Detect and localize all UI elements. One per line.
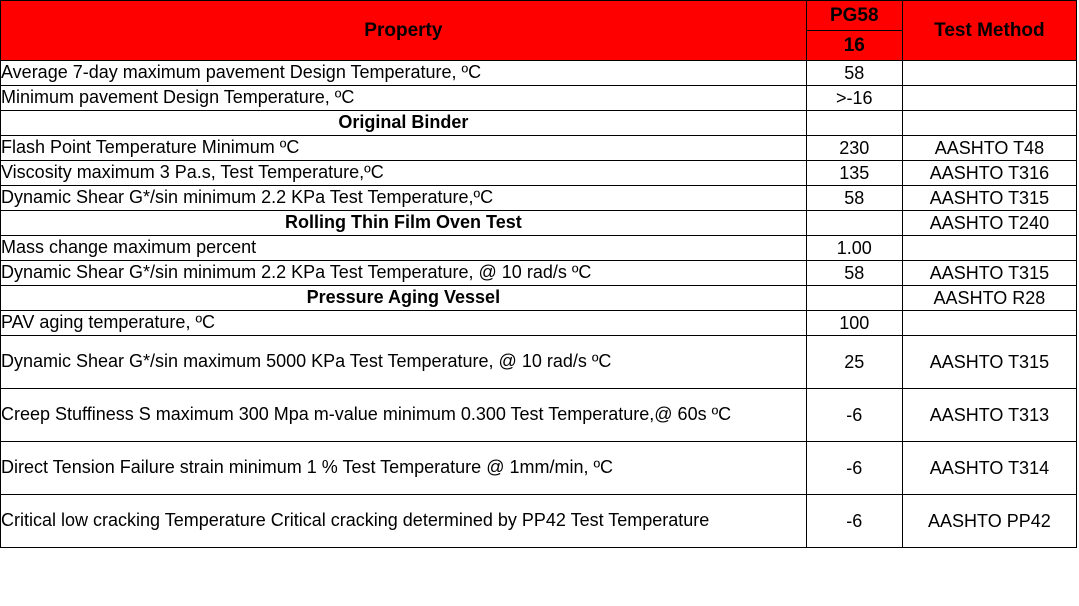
table-row: [1, 261, 1077, 286]
property-cell: Average 7-day maximum pavement Design Temperature, ºC: [1, 61, 807, 86]
section-heading-cell: Rolling Thin Film Oven Test: [1, 211, 807, 236]
grade-value-cell: 1.00: [806, 236, 902, 261]
property-cell: Critical low cracking Temperature Critical cracking determined by PP42 Test Temperature: [1, 495, 807, 548]
table-row: [1, 211, 1077, 236]
test-method-cell: [902, 111, 1076, 136]
test-method-cell: AASHTO T316: [902, 161, 1076, 186]
test-method-cell: AASHTO T240: [902, 211, 1076, 236]
table-row: [1, 336, 1077, 389]
table-row: [1, 111, 1077, 136]
table-row: [1, 442, 1077, 495]
property-cell: PAV aging temperature, ºC: [1, 311, 807, 336]
test-method-cell: AASHTO T314: [902, 442, 1076, 495]
grade-value-cell: >-16: [806, 86, 902, 111]
grade-value-cell: 58: [806, 261, 902, 286]
grade-value-cell: 25: [806, 336, 902, 389]
section-heading-cell: Pressure Aging Vessel: [1, 286, 807, 311]
table-row: [1, 236, 1077, 261]
property-cell: Direct Tension Failure strain minimum 1 % Test Temperature @ 1mm/min, ºC: [1, 442, 807, 495]
property-cell: Dynamic Shear G*/sin minimum 2.2 KPa Test Temperature, @ 10 rad/s ºC: [1, 261, 807, 286]
table-row: [1, 61, 1077, 86]
grade-value-cell: 100: [806, 311, 902, 336]
table-row: [1, 86, 1077, 111]
table-body: [1, 61, 1077, 548]
table-row: [1, 286, 1077, 311]
column-header-test-method: Test Method: [902, 1, 1076, 61]
property-cell: Minimum pavement Design Temperature, ºC: [1, 86, 807, 111]
test-method-cell: AASHTO T315: [902, 336, 1076, 389]
table-header-row: [1, 1, 1077, 31]
grade-value-cell: [806, 111, 902, 136]
test-method-cell: AASHTO T48: [902, 136, 1076, 161]
property-cell: Mass change maximum percent: [1, 236, 807, 261]
grade-value-cell: -6: [806, 442, 902, 495]
section-heading-cell: Original Binder: [1, 111, 807, 136]
test-method-cell: AASHTO PP42: [902, 495, 1076, 548]
test-method-cell: [902, 86, 1076, 111]
property-cell: Dynamic Shear G*/sin minimum 2.2 KPa Test Temperature,ºC: [1, 186, 807, 211]
table-row: [1, 186, 1077, 211]
test-method-cell: AASHTO T315: [902, 186, 1076, 211]
test-method-cell: [902, 236, 1076, 261]
table-header: [1, 1, 1077, 61]
property-cell: Viscosity maximum 3 Pa.s, Test Temperature,ºC: [1, 161, 807, 186]
test-method-cell: [902, 311, 1076, 336]
test-method-cell: AASHTO R28: [902, 286, 1076, 311]
property-cell: Dynamic Shear G*/sin maximum 5000 KPa Test Temperature, @ 10 rad/s ºC: [1, 336, 807, 389]
grade-value-cell: 58: [806, 61, 902, 86]
grade-value-cell: 230: [806, 136, 902, 161]
grade-value-cell: -6: [806, 495, 902, 548]
column-header-grade-top: PG58: [806, 1, 902, 31]
grade-value-cell: 58: [806, 186, 902, 211]
grade-value-cell: -6: [806, 389, 902, 442]
property-cell: Flash Point Temperature Minimum ºC: [1, 136, 807, 161]
table-row: [1, 495, 1077, 548]
test-method-cell: AASHTO T313: [902, 389, 1076, 442]
test-method-cell: AASHTO T315: [902, 261, 1076, 286]
table-row: [1, 136, 1077, 161]
table-row: [1, 389, 1077, 442]
test-method-cell: [902, 61, 1076, 86]
grade-value-cell: 135: [806, 161, 902, 186]
column-header-property: Property: [1, 1, 807, 61]
grade-value-cell: [806, 286, 902, 311]
grade-value-cell: [806, 211, 902, 236]
column-header-grade-bottom: 16: [806, 31, 902, 61]
table-row: [1, 311, 1077, 336]
property-cell: Creep Stuffiness S maximum 300 Mpa m-value minimum 0.300 Test Temperature,@ 60s ºC: [1, 389, 807, 442]
table-row: [1, 161, 1077, 186]
